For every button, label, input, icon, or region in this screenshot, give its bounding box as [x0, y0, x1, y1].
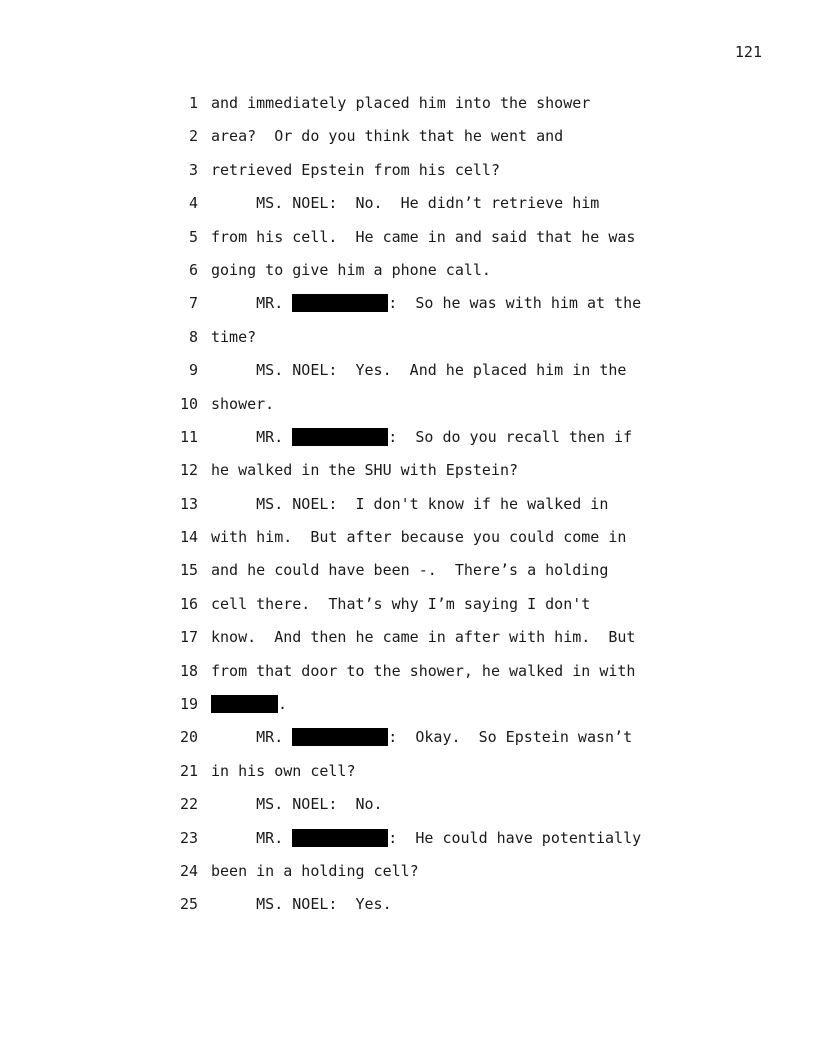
transcript-line	[0, 360, 816, 393]
line-text: MS. NOEL: Yes.	[211, 895, 392, 914]
line-number: 24	[179, 861, 198, 880]
line-number: 8	[188, 327, 198, 346]
transcript-line	[0, 427, 816, 460]
transcript-line	[0, 126, 816, 159]
transcript-line	[0, 727, 816, 760]
line-number: 23	[179, 828, 198, 847]
line-text: MS. NOEL: No. He didn’t retrieve him	[211, 194, 600, 213]
line-text: time?	[211, 327, 257, 346]
transcript-line	[0, 160, 816, 193]
line-number: 10	[179, 394, 198, 413]
line-number: 22	[179, 795, 198, 814]
transcript-line	[0, 560, 816, 593]
line-number: 11	[179, 427, 198, 446]
line-text	[211, 694, 287, 714]
transcript-line	[0, 661, 816, 694]
line-number: 12	[179, 461, 198, 480]
line-number: 25	[179, 895, 198, 914]
line-number: 20	[179, 728, 198, 747]
transcript-line	[0, 227, 816, 260]
line-number: 19	[179, 695, 198, 714]
line-number: 9	[188, 361, 198, 380]
redaction-box	[292, 829, 388, 847]
line-number: 7	[188, 294, 198, 313]
speaker-continuation: : He could have potentially	[388, 828, 642, 847]
line-number: 15	[179, 561, 198, 580]
speaker-prefix: MR.	[211, 294, 293, 313]
page-number: 121	[734, 43, 762, 61]
redaction-box	[292, 728, 388, 746]
transcript-line	[0, 861, 816, 894]
line-number: 14	[179, 528, 198, 547]
line-text: know. And then he came in after with him. But	[211, 628, 636, 647]
transcript-line	[0, 93, 816, 126]
transcript-line	[0, 527, 816, 560]
speaker-prefix: MR.	[211, 828, 293, 847]
line-text: from his cell. He came in and said that he was	[211, 227, 636, 246]
line-text	[211, 727, 632, 747]
speaker-continuation: .	[278, 695, 288, 714]
redaction-box	[292, 428, 388, 446]
transcript-line	[0, 627, 816, 660]
line-text: and immediately placed him into the shower	[211, 94, 591, 112]
transcript-line	[0, 260, 816, 293]
line-text: been in a holding cell?	[211, 861, 419, 880]
speaker-continuation: : So he was with him at the	[388, 294, 642, 313]
transcript-line	[0, 594, 816, 627]
line-text: MS. NOEL: No.	[211, 795, 383, 814]
line-text: cell there. That’s why I’m saying I don't	[211, 594, 591, 613]
line-text	[211, 427, 632, 447]
transcript-line	[0, 193, 816, 226]
speaker-prefix: MR.	[211, 427, 293, 446]
line-text: area? Or do you think that he went and	[211, 127, 564, 146]
transcript-line	[0, 327, 816, 360]
transcript-line	[0, 460, 816, 493]
line-number: 21	[179, 761, 198, 780]
line-number: 13	[179, 494, 198, 513]
transcript-line	[0, 694, 816, 727]
line-text: MS. NOEL: Yes. And he placed him in the	[211, 361, 627, 380]
transcript-line	[0, 894, 816, 927]
line-text: in his own cell?	[211, 761, 356, 780]
transcript-line	[0, 794, 816, 827]
transcript-body	[0, 93, 816, 928]
line-text: with him. But after because you could come in	[211, 528, 627, 547]
line-text: shower.	[211, 394, 275, 413]
line-text: and he could have been -. There’s a holding	[211, 561, 609, 580]
transcript-line	[0, 293, 816, 326]
speaker-prefix: MR.	[211, 728, 293, 747]
line-text	[211, 293, 641, 313]
line-text: he walked in the SHU with Epstein?	[211, 461, 519, 480]
line-number: 4	[188, 194, 198, 213]
transcript-line	[0, 494, 816, 527]
line-number: 6	[188, 260, 198, 279]
redaction-box	[211, 695, 278, 713]
line-number: 18	[179, 661, 198, 680]
line-number: 5	[188, 227, 198, 246]
transcript-line	[0, 761, 816, 794]
line-number: 1	[188, 94, 198, 112]
line-number: 17	[179, 628, 198, 647]
line-number: 3	[188, 160, 198, 179]
line-text: MS. NOEL: I don't know if he walked in	[211, 494, 609, 513]
line-text: retrieved Epstein from his cell?	[211, 160, 500, 179]
line-text: from that door to the shower, he walked in with	[211, 661, 636, 680]
line-number: 16	[179, 594, 198, 613]
transcript-line	[0, 394, 816, 427]
speaker-continuation: : So do you recall then if	[388, 427, 633, 446]
line-text	[211, 828, 641, 848]
line-number: 2	[188, 127, 198, 146]
speaker-continuation: : Okay. So Epstein wasn’t	[388, 728, 633, 747]
redaction-box	[292, 294, 388, 312]
line-text: going to give him a phone call.	[211, 260, 491, 279]
transcript-line	[0, 828, 816, 861]
